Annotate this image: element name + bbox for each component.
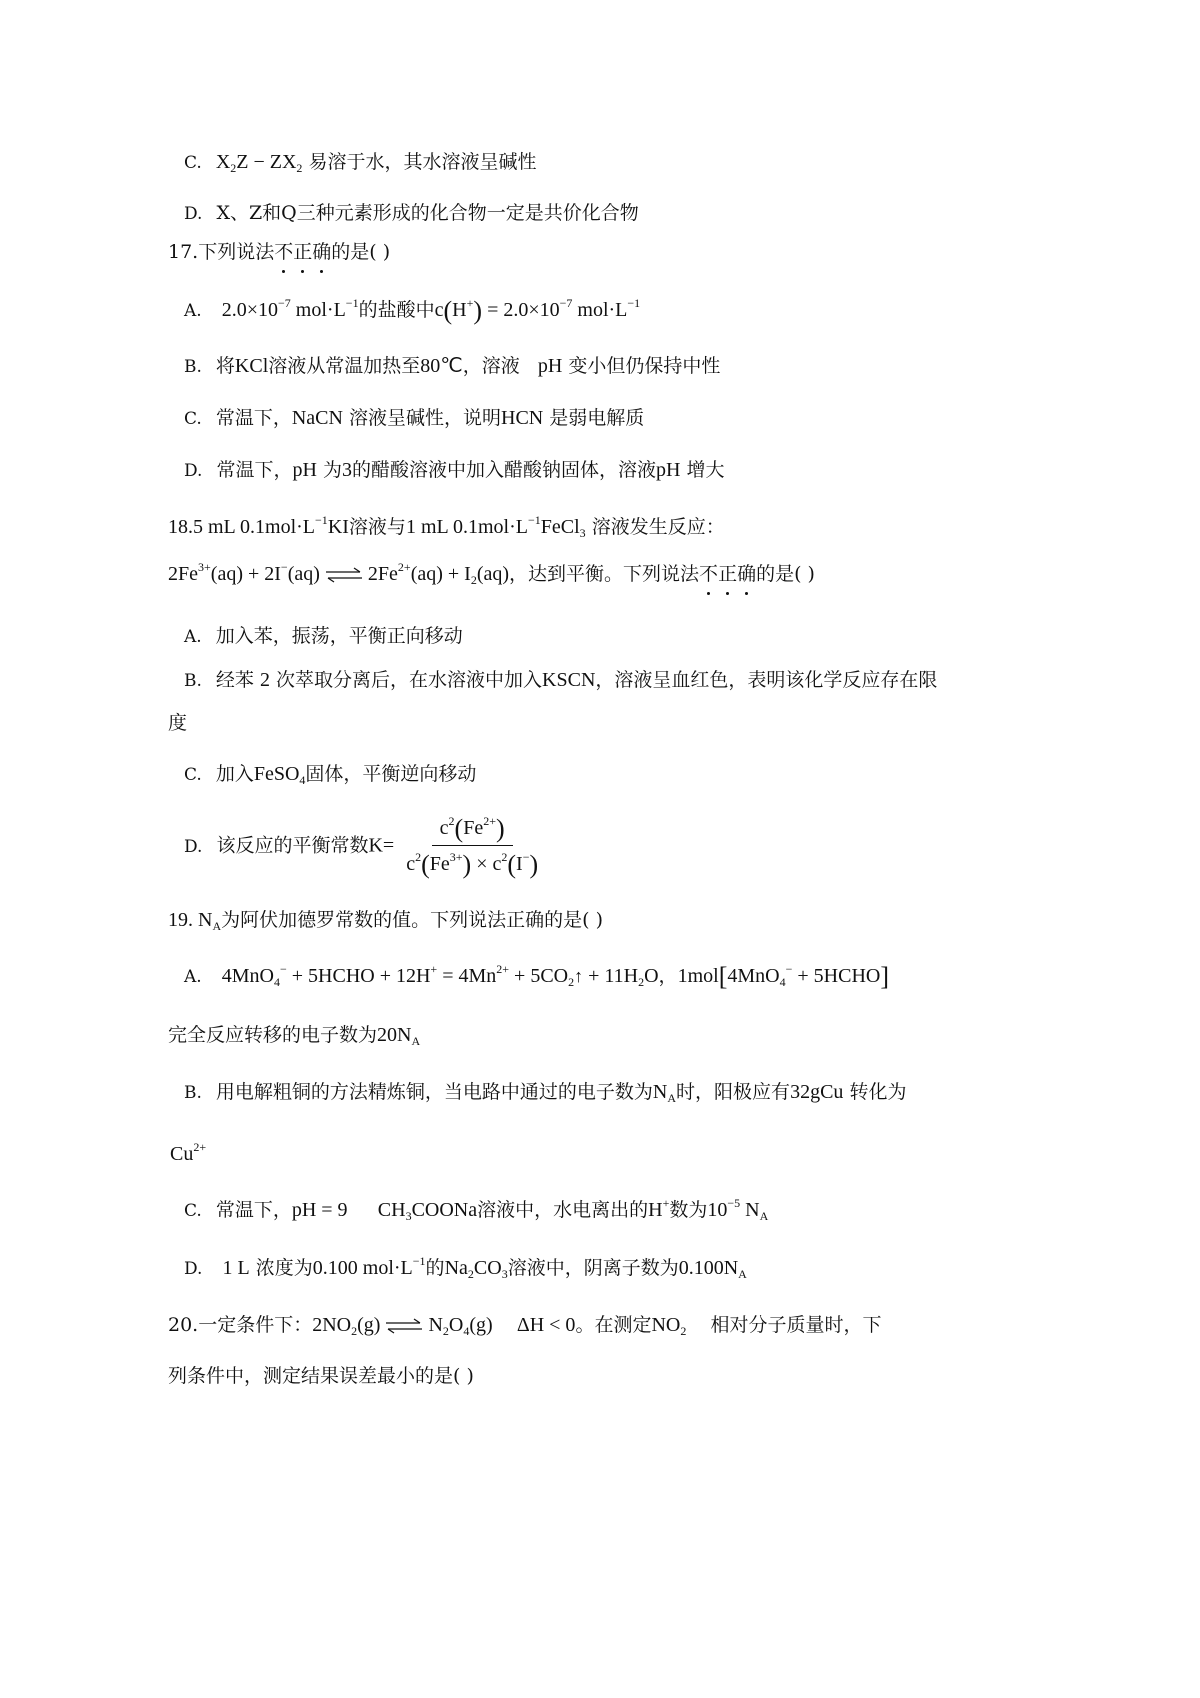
equation-permanganate: 4MnO$_4$− + 5HCHO + $12H^+ = 4Mn^{2+}$ + $5CO_2↑ + 11H_2O$ <box>221 962 659 989</box>
q20-stem-line2: 列条件中，测定结果误差最小的是( ) <box>168 1365 474 1387</box>
ph-value-3: 3 <box>341 459 352 481</box>
q19-option-b-continued <box>170 1140 206 1168</box>
q16-option-c: C. $X_2Z - ZX_2$ 易溶于水，其水溶液呈碱性 <box>184 151 537 175</box>
q19-option-b: B. 用电解粗铜的方法精炼铜，当电路中通过的电子数为$N_A$时，阳极应有32gCu 转化为 <box>184 1081 907 1105</box>
q19-option-c: C. 常温下，pH = 9 $CH_3COONa$溶液中，水电离出的H+数为$10^{-5}$ $N_A$ <box>184 1196 769 1223</box>
reversible-arrow-icon <box>384 1317 424 1335</box>
formula-feso4: FeSO$_4$ <box>253 763 306 787</box>
q18-option-b-continued: 度 <box>168 712 188 734</box>
q18-option-b: B. 经苯 2 次萃取分离后，在水溶液中加入KSCN，溶液呈血红色，表明该化学反应存在限 <box>184 669 938 691</box>
volume-1l: 1 L <box>222 1257 250 1279</box>
equation-right: $2Fe^{2+}(aq) + I_2(aq)$ <box>367 560 510 587</box>
formula-ph-9: pH = 9 <box>291 1199 348 1221</box>
ph-symbol: pH <box>292 459 317 481</box>
q19-option-a-continued: 完全反应转移的电子数为$20N_A$ <box>168 1024 421 1048</box>
question-number-18: 18. <box>168 516 193 538</box>
formula-c-h-plus: $c(H^+) = 2.0\times 10^{-7}$ $mol\cdot L^{-1}$ <box>434 296 641 325</box>
ph-symbol: pH <box>537 355 563 377</box>
formula-20na: $20N_A$ <box>377 1024 421 1048</box>
equilibrium-constant-fraction <box>398 814 546 879</box>
formula-ch3coona: $CH_3COONa$ <box>377 1199 478 1223</box>
equation-no2-left: $2NO_2(g)$ <box>312 1314 381 1338</box>
formula-delta-h: ΔH < 0 <box>516 1314 576 1336</box>
formula-1e-5-na: $10^{-5}$ $N_A$ <box>707 1196 769 1223</box>
q18-stem-line2: $2Fe^{3+}(aq) + 2I^-(aq) 2Fe^{2+}(aq) + I_2(aq)$，达到平衡。下列说法不正确的是( ) <box>168 560 815 587</box>
q18-stem-line1: 18.5 mL $0.1mol\cdot L^{-1}KI$溶液与1 mL $0.1mol\cdot L^{-1}FeCl_3$ 溶液发生反应： <box>168 513 725 540</box>
reversible-arrow-icon <box>324 566 364 584</box>
formula-5ml-ki: 5 mL $0.1mol\cdot L^{-1}KI$ <box>193 513 349 538</box>
q17-stem: 17.下列说法不正确的是( ) <box>168 238 390 266</box>
temp-80c: 80℃ <box>420 355 463 377</box>
fraction-numerator: $c^2(Fe^{2+})$ <box>432 814 513 846</box>
q17-option-c: C. 常温下，NaCN 溶液呈碱性，说明HCN 是弱电解质 <box>184 407 645 429</box>
q18-option-a: A. 加入苯，振荡，平衡正向移动 <box>184 625 463 647</box>
formula-na2co3: $Na_2CO_3$ <box>444 1257 508 1281</box>
formula-1ml-fecl3: 1 mL $0.1mol\cdot L^{-1}FeCl_3$ <box>405 513 586 540</box>
formula-concentration-1: $2.0\times 10^{-7}$ $mol\cdot L^{-1}$ <box>221 296 359 321</box>
fraction-denominator: $c^2(Fe^{3+}) \times c^2(I^-)$ <box>406 850 539 879</box>
q18-option-d: D. 该反应的平衡常数K= $\frac{c^2(Fe^{2+})}{c^2(Fe^{3+}) \times c^2(I^-)}$ <box>184 814 546 879</box>
formula-no2: $NO_2$ <box>651 1314 687 1338</box>
formula-0100na: $0.100N_A$ <box>678 1257 747 1281</box>
q19-stem: 19. $N_A$为阿伏加德罗常数的值。下列说法正确的是( ) <box>168 909 603 933</box>
formula-na: $N_A$ <box>652 1081 677 1105</box>
q16-option-d: D. X、Z和Q三种元素形成的化合物一定是共价化合物 <box>184 202 639 224</box>
formula-nacn: NaCN <box>291 407 343 429</box>
formula-x2z-zx2: $X_2Z - ZX_2$ <box>215 151 303 175</box>
q18-option-c: C. 加入FeSO$_4$固体，平衡逆向移动 <box>184 763 477 787</box>
question-number-19: 19. $N_A$ <box>168 909 222 933</box>
q19-option-a: A. 4MnO$_4$− + 5HCHO + $12H^+ = 4Mn^{2+}$ + $5CO_2↑ + 11H_2O$，1mol[4MnO$_4$− + 5HCHO] <box>184 962 889 991</box>
formula-hcn: HCN <box>501 407 544 429</box>
number-2: 2 <box>259 669 270 691</box>
q17-option-a: A. $2.0\times 10^{-7}$ $mol\cdot L^{-1}$的盐酸中$c(H^+) = 2.0\times 10^{-7}$ $mol\cdot L^{-1}$ <box>184 296 641 325</box>
q20-stem-line1: 20.一定条件下：$2NO_2(g)$ $N_2O_4(g)$ ΔH < 0。在测定$NO_2$ 相对分子质量时，下 <box>168 1314 882 1338</box>
formula-kcl: KCl <box>234 355 269 377</box>
k-equals: K= <box>368 834 395 857</box>
q17-option-b: B. 将KCl溶液从常温加热至80℃，溶液 pH 变小但仍保持中性 <box>184 355 721 377</box>
formula-kscn: KSCN <box>542 669 596 691</box>
q17-option-d: D. 常温下，pH 为3的醋酸溶液中加入醋酸钠固体，溶液pH 增大 <box>184 459 725 481</box>
formula-32gcu: 32gCu <box>790 1081 844 1103</box>
ph-symbol: pH <box>655 459 681 481</box>
formula-concentration-0100: 0.100 $mol\cdot L^{-1}$ <box>312 1254 426 1279</box>
formula-cu2plus: $Cu^{2+}$ <box>170 1140 207 1165</box>
equation-left: $2Fe^{3+}(aq) + 2I^-(aq)$ <box>168 560 320 585</box>
q19-option-d: D. 1 L 浓度为0.100 $mol\cdot L^{-1}$的$Na_2CO_3$溶液中，阴离子数为$0.100N_A$ <box>184 1254 747 1281</box>
formula-h-plus: H+ <box>648 1196 670 1221</box>
formula-1mol-mixture: 1mol[4MnO$_4$− + 5HCHO] <box>677 962 889 991</box>
equation-n2o4-right: $N_2O_4(g)$ <box>428 1314 493 1338</box>
